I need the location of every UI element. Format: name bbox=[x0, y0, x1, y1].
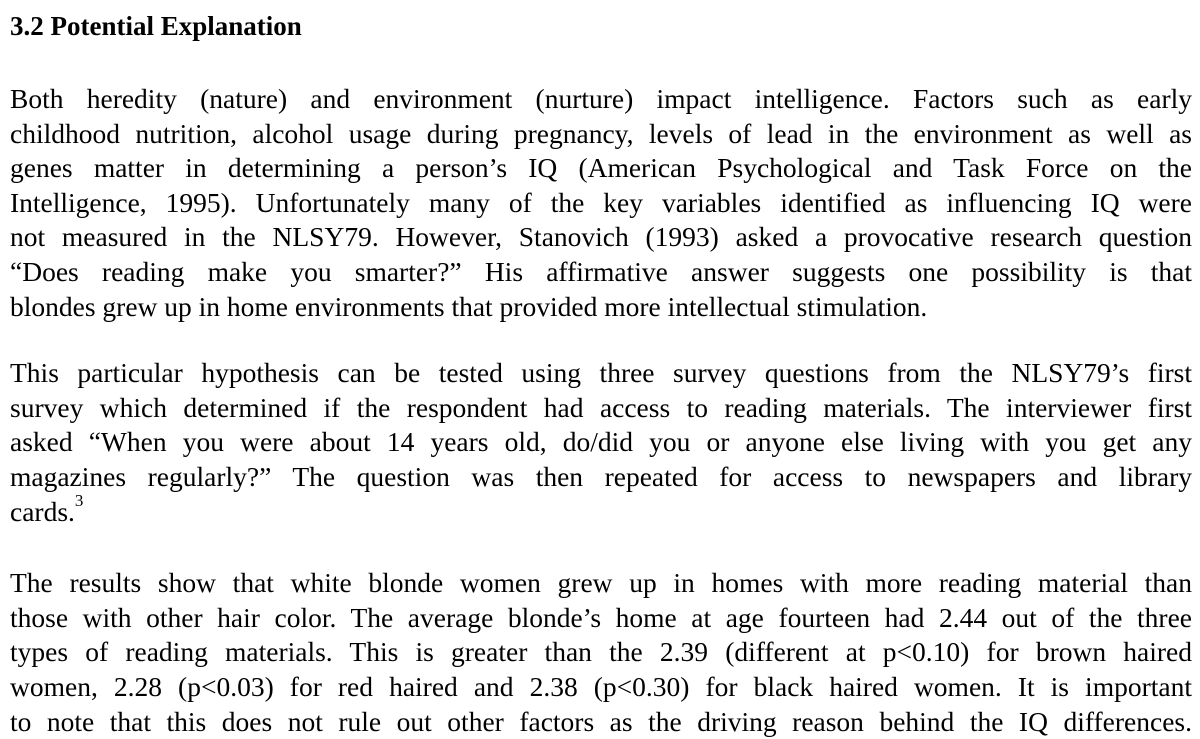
paragraph-line: The results show that white blonde women grew up in homes with more reading material than bbox=[10, 566, 1192, 601]
paragraph-line: asked “When you were about 14 years old, do/did you or anyone else living with you get any bbox=[10, 425, 1192, 460]
paragraph-line bbox=[10, 495, 1192, 530]
paragraph-line: magazines regularly?” The question was then repeated for access to newspapers and library bbox=[10, 460, 1192, 495]
section-heading: 3.2 Potential Explanation bbox=[10, 9, 1192, 43]
paragraph-results bbox=[10, 566, 1192, 739]
paragraph-line: not measured in the NLSY79. However, Stanovich (1993) asked a provocative research question bbox=[10, 220, 1192, 255]
paragraph-line: to note that this does not rule out other factors as the driving reason behind the IQ differences. bbox=[10, 705, 1192, 739]
paragraph-line-text: cards. bbox=[10, 496, 75, 527]
footnote-marker[interactable]: 3 bbox=[75, 491, 84, 510]
paragraph-line: childhood nutrition, alcohol usage during pregnancy, levels of lead in the environment as well as bbox=[10, 117, 1192, 152]
paragraph-line: Intelligence, 1995). Unfortunately many of the key variables identified as influencing IQ were bbox=[10, 186, 1192, 221]
paragraph-line: types of reading materials. This is greater than the 2.39 (different at p<0.10) for brown haired bbox=[10, 635, 1192, 670]
paragraph-line: women, 2.28 (p<0.03) for red haired and 2.38 (p<0.30) for black haired women. It is important bbox=[10, 670, 1192, 705]
paragraph-line: “Does reading make you smarter?” His affirmative answer suggests one possibility is that bbox=[10, 255, 1192, 290]
document-page bbox=[10, 0, 1192, 739]
paragraph-line: survey which determined if the respondent had access to reading materials. The interviewer first bbox=[10, 391, 1192, 426]
paragraph-line: genes matter in determining a person’s IQ (American Psychological and Task Force on the bbox=[10, 151, 1192, 186]
paragraph-line: blondes grew up in home environments that provided more intellectual stimulation. bbox=[10, 290, 1192, 325]
paragraph-line: Both heredity (nature) and environment (nurture) impact intelligence. Factors such as early bbox=[10, 82, 1192, 117]
paragraph-line: those with other hair color. The average blonde’s home at age fourteen had 2.44 out of the three bbox=[10, 601, 1192, 636]
paragraph-explanation bbox=[10, 82, 1192, 324]
paragraph-line: This particular hypothesis can be tested using three survey questions from the NLSY79’s first bbox=[10, 356, 1192, 391]
paragraph-hypothesis bbox=[10, 356, 1192, 529]
